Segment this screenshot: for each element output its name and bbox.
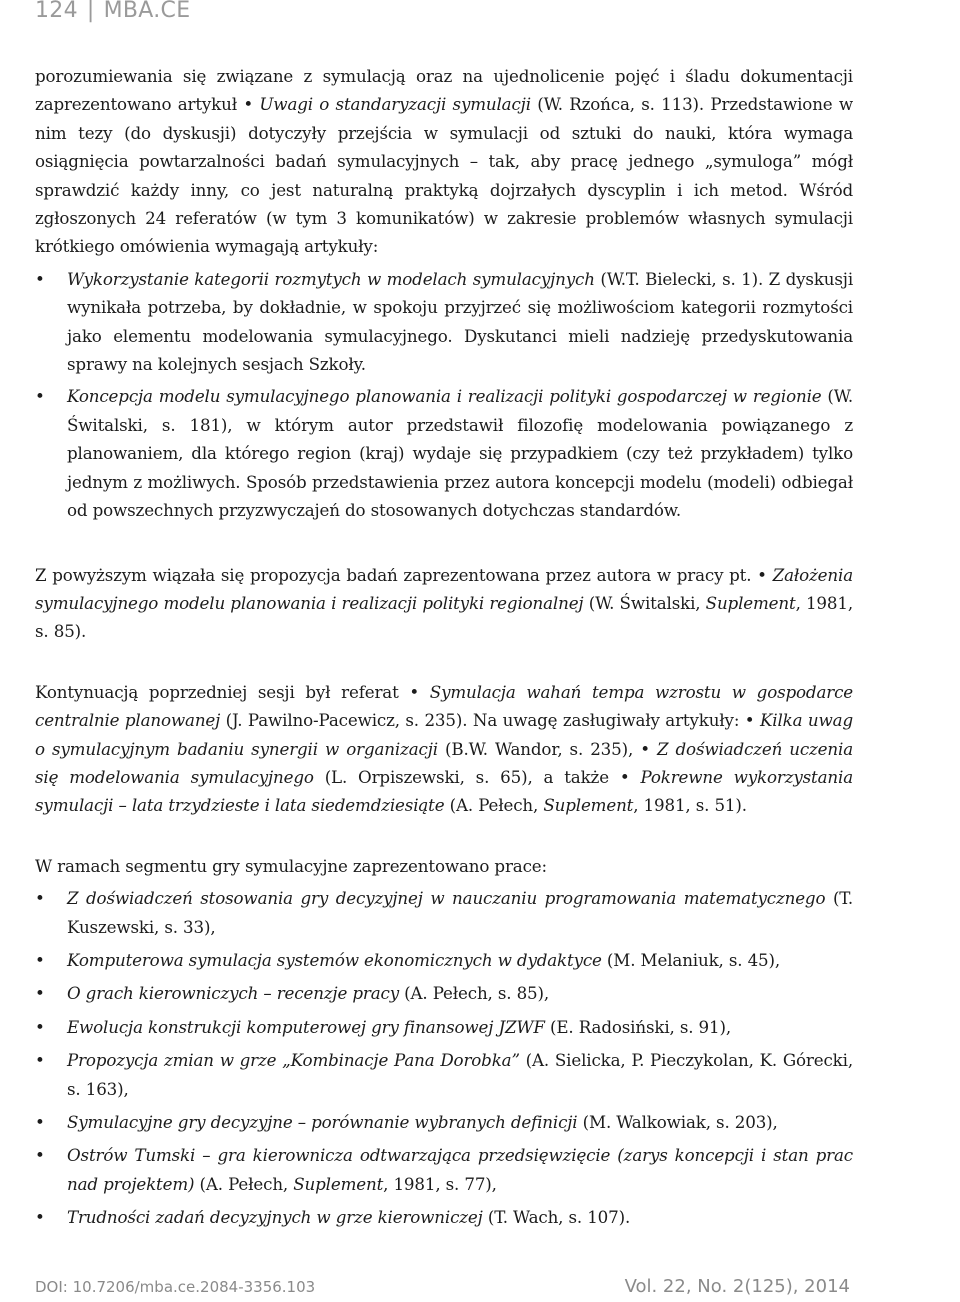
item-text: (W. Świtalski, s. 181), w którym autor przedstawił filozofię modelowania powiązanego z planowaniem, dla którego region (kraj) wydaje się przypadkiem (czy też przykładem) tylko jednym z możliwych. Sposób przedstawienia przez autora koncepcji modelu (modeli) odbiegał od powszechnych przyzwyczajeń do stosowanych dotychczas standardów. xyxy=(67,386,853,521)
p3-supplement: Suplement xyxy=(543,795,634,816)
list-item xyxy=(35,946,853,974)
item-text: (M. Walkowiak, s. 203), xyxy=(577,1112,778,1132)
p2-text-c: (W. Świtalski, xyxy=(583,592,706,613)
header-separator: | xyxy=(86,0,95,23)
item-text: (M. Melaniuk, s. 45), xyxy=(601,949,781,970)
list-item xyxy=(35,1108,853,1136)
list-item xyxy=(35,1203,853,1231)
bullet-icon: • xyxy=(35,1050,45,1071)
list-item xyxy=(35,884,853,941)
item-title: Symulacyjne gry decyzyjne – porównanie wybranych definicji xyxy=(67,1112,578,1132)
article-list-1 xyxy=(35,265,853,525)
item-title: Trudności zadań decyzyjnych w grze kierowniczej xyxy=(67,1207,483,1228)
article-body xyxy=(35,62,853,1237)
item-text: (T. Kuszewski, s. 33), xyxy=(67,888,853,937)
item-text: (A. Pełech, xyxy=(194,1173,294,1194)
p3-title-3: Z doświadczeń uczenia się modelowania symulacyjnego xyxy=(35,738,853,787)
p2-title: Założenia symulacyjnego modelu planowania i realizacji polityki regionalnej xyxy=(35,564,853,613)
p3-title-2: Kilka uwag o symulacyjnym badaniu synergii w organizacji xyxy=(35,710,853,759)
p3-text-a: Kontynuacją poprzedniej sesji był referat • xyxy=(35,681,430,702)
list-item xyxy=(35,1013,853,1041)
paragraph-4: W ramach segmentu gry symulacyjne zaprezentowano prace: xyxy=(35,855,547,876)
bullet-icon: • xyxy=(35,949,45,970)
p1-text-a: porozumiewania się związane z symulacją oraz na ujednolicenie pojęć i śladu dokumentacji zaprezentowano artykuł • xyxy=(35,66,853,115)
bullet-icon: • xyxy=(35,888,45,909)
item-title: Propozycja zmian w grze „Kombinacje Pana Dorobka” xyxy=(67,1050,520,1071)
p3-text-e: (B.W. Wandor, s. 235), • xyxy=(437,738,657,759)
bullet-icon: • xyxy=(35,1016,45,1037)
item-text: (E. Radosiński, s. 91), xyxy=(544,1016,731,1037)
item-title: Komputerowa symulacja systemów ekonomicznych w dydaktyce xyxy=(67,949,602,970)
p3-text-g: (L. Orpiszewski, s. 65), a także • xyxy=(313,766,641,787)
article-list-2 xyxy=(35,884,853,1231)
item-text: (T. Wach, s. 107). xyxy=(482,1207,631,1228)
item-supplement: Suplement xyxy=(293,1173,384,1194)
p3-text-k: , 1981, s. 51). xyxy=(633,795,747,816)
journal-name: MBA.CE xyxy=(103,0,191,23)
p2-text-e: , 1981, s. 85). xyxy=(35,592,853,642)
paragraph-1 xyxy=(35,62,853,261)
page-number: 124 xyxy=(35,0,78,23)
p2-text-a: Z powyższym wiązała się propozycja badań zaprezentowana przez autora w pracy pt. • xyxy=(35,564,773,585)
p3-text-c: (J. Pawilno-Pacewicz, s. 235). Na uwagę zasługiwały artykuły: • xyxy=(220,710,760,731)
item-text: (A. Pełech, s. 85), xyxy=(398,983,550,1004)
list-item xyxy=(35,979,853,1007)
list-item xyxy=(35,265,853,379)
p3-title-1: Symulacja wahań tempa wzrostu w gospodarce centralnie planowanej xyxy=(35,681,854,731)
running-header xyxy=(35,0,190,23)
bullet-icon: • xyxy=(35,983,45,1004)
paragraph-2 xyxy=(35,561,853,646)
item-title: Ostrów Tumski – gra kierownicza odtwarzająca przedsięwzięcie (zarys koncepcji i stan prac nad projektem) xyxy=(67,1145,853,1194)
item-title: Z doświadczeń stosowania gry decyzyjnej w nauczaniu programowania matematycznego xyxy=(67,888,826,909)
p3-title-4: Pokrewne wykorzystania symulacji – lata trzydzieste i lata siedemdziesiąte xyxy=(35,766,853,816)
bullet-icon: • xyxy=(35,268,45,289)
list-item xyxy=(35,1046,853,1103)
item-title: Wykorzystanie kategorii rozmytych w modelach symulacyjnych xyxy=(67,268,595,289)
item-title: O grach kierowniczych – recenzje pracy xyxy=(67,983,399,1004)
paragraph-3 xyxy=(35,678,853,820)
list-item xyxy=(35,382,853,524)
bullet-icon: • xyxy=(35,1145,45,1166)
footer-doi: DOI: 10.7206/mba.ce.2084-3356.103 xyxy=(35,1278,316,1296)
bullet-icon: • xyxy=(35,1112,45,1132)
bullet-icon: • xyxy=(35,386,45,407)
p3-text-i: (A. Pełech, xyxy=(444,795,544,816)
footer-volume: Vol. 22, No. 2(125), 2014 xyxy=(624,1276,850,1297)
item-text: (A. Sielicka, P. Pieczykolan, K. Górecki, s. 163), xyxy=(67,1050,853,1099)
item-title: Ewolucja konstrukcji komputerowej gry finansowej JZWF xyxy=(67,1016,545,1037)
bullet-icon: • xyxy=(35,1207,45,1228)
list-item xyxy=(35,1141,853,1198)
item-text: (W.T. Bielecki, s. 1). Z dyskusji wynikała potrzeba, by dokładnie, w spokoju przyjrzeć się możliwościom kategorii rozmytości jako elementu modelowania symulacyjnego. Dyskutanci mieli nadzieję przedyskutowania sprawy na kolejnych sesjach Szkoły. xyxy=(67,268,854,375)
item-title: Koncepcja modelu symulacyjnego planowania i realizacji polityki gospodarczej w regionie xyxy=(67,386,822,407)
p1-text-c: (W. Rzońca, s. 113). Przedstawione w nim tezy (do dyskusji) dotyczyły przejścia w symulacji od sztuki do nauki, która wymaga osiągnięcia powtarzalności badań symulacyjnych – tak, aby pracę jednego „symuloga” mógł sprawdzić każdy inny, co jest naturalną praktyką dojrzałych dyscyplin i ich metod. Wśród zgłoszonych 24 referatów (w tym 3 komunikatów) w zakresie problemów własnych symulacji krótkiego omówienia wymagają artykuły: xyxy=(35,94,854,257)
item-text-2: , 1981, s. 77), xyxy=(383,1173,497,1194)
p1-title: Uwagi o standaryzacji symulacji xyxy=(259,94,531,115)
p2-supplement: Suplement xyxy=(705,592,796,613)
